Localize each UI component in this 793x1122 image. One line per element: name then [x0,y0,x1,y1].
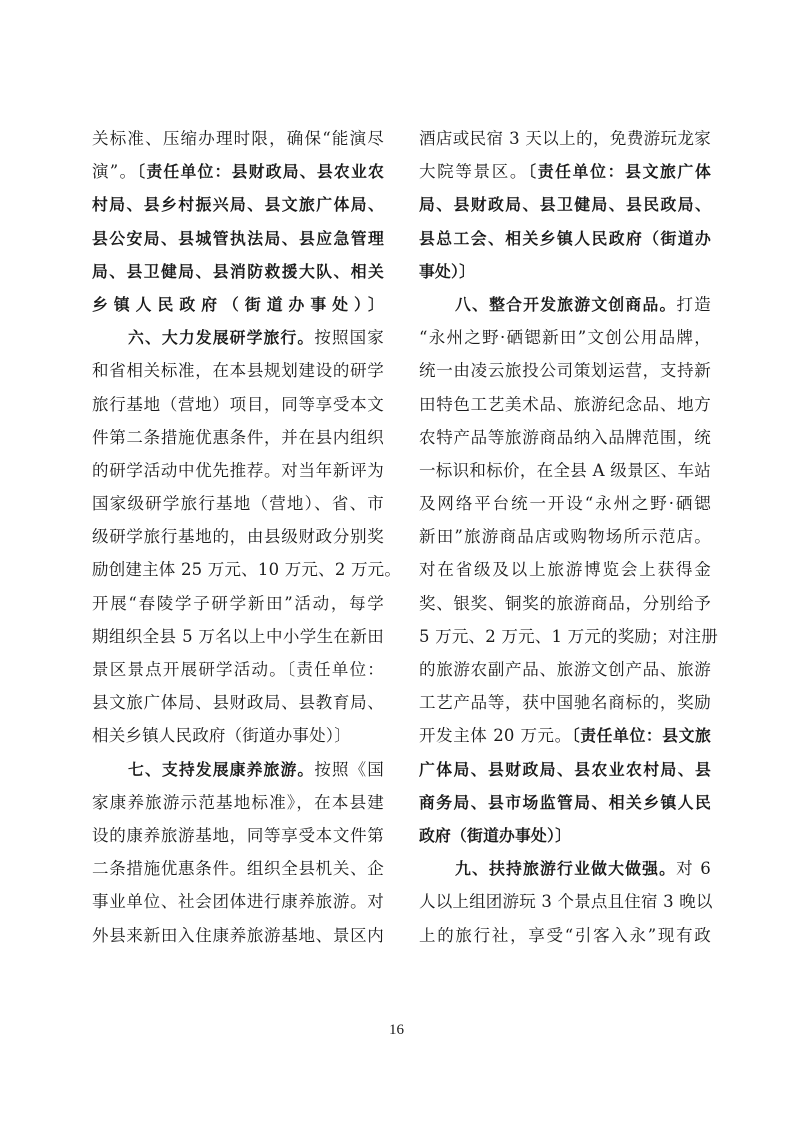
text-run: 期组织全县 5 万名以上中小学生在新田 [92,626,384,646]
text-line [92,321,384,354]
text-line [92,421,384,454]
text-run: 农特产品等旅游商品纳入品牌范围，统 [419,427,711,447]
text-line [92,487,384,520]
text-line [419,719,711,752]
text-run: 级研学旅行基地的，由县级财政分别奖 [92,527,384,547]
text-run: 的研学活动中优先推荐。对当年新评为 [92,460,384,480]
text-run: “永州之野·硒锶新田”文创公用品牌， [419,328,711,348]
text-line [92,354,384,387]
bold-text-run: 事处）〕 [419,261,476,281]
text-run: 开发主体 20 万元。 [419,726,572,746]
text-line [92,753,384,786]
bold-text-run: 九、扶持旅游行业做大做强。 [455,859,677,879]
text-line [92,122,384,155]
text-line [419,819,711,852]
text-line [419,487,711,520]
text-run: 田特色工艺美术品、旅游纪念品、地方 [419,394,711,414]
text-line [419,188,711,221]
text-line [419,553,711,586]
text-line [419,354,711,387]
text-run: 事业单位、社会团体进行康养旅游。对 [92,892,384,912]
text-line [92,885,384,918]
text-line [419,885,711,918]
text-run: 按照《国 [314,759,384,779]
text-run: 二条措施优惠条件。组织全县机关、企 [92,859,384,879]
text-line [419,620,718,653]
text-run: 5 万元、2 万元、1 万元的奖励；对注册 [419,626,718,646]
text-run: 县文旅广体局、县财政局、县教育局、 [92,693,384,713]
text-run: 人以上组团游玩 3 个景点且住宿 3 晚以 [419,892,713,912]
text-line [419,587,711,620]
text-run: 件第二条措施优惠条件，并在县内组织 [92,427,384,447]
page-number: 16 [389,1022,404,1038]
text-line [419,255,711,288]
text-line [419,288,711,321]
text-run: 新田”旅游商品店或购物场所示范店。 [419,527,711,547]
left-column [92,122,402,952]
bold-text-run: 〔责任单位：县文旅广体 [528,162,711,182]
text-line [92,819,384,852]
bold-text-run: 村局、县乡村振兴局、县文旅广体局、 [92,195,384,215]
text-line [92,587,384,620]
bold-text-run: 〔责任单位：县文旅 [571,726,712,746]
text-run: 按照国家 [314,328,384,348]
bold-text-run: 乡镇人民政府（街道办事处）〕 [92,294,384,314]
text-line [419,421,711,454]
text-line [92,919,384,952]
text-line [92,454,384,487]
bold-text-run: 县公安局、县城管执法局、县应急管理 [92,228,384,248]
bold-text-run: 广体局、县财政局、县农业农村局、县 [419,759,711,779]
text-line [92,653,384,686]
text-run: 外县来新田入住康养旅游基地、景区内 [92,925,384,945]
text-line [419,686,711,719]
text-run: 的旅游农副产品、旅游文创产品、旅游 [419,660,711,679]
text-run: 演”。 [92,162,138,182]
text-line [419,122,711,155]
text-line [419,388,711,421]
text-run: 统一由凌云旅投公司策划运营，支持新 [419,361,711,381]
text-run: 开展“春陵学子研学新田”活动，每学 [92,593,384,613]
text-run: 上的旅行社，享受“引客入永”现有政 [419,925,711,945]
text-line [419,852,711,885]
text-line [419,155,711,188]
text-line [419,520,711,553]
text-line [92,719,384,752]
text-line [92,288,384,321]
text-line [92,686,384,719]
text-line [419,653,711,686]
text-run: 一标识和标价，在全县 A 级景区、车站 [419,460,711,480]
text-line [419,321,711,354]
text-line [92,553,402,586]
text-run: 和省相关标准，在本县规划建设的研学 [92,361,384,381]
text-run: 对在省级及以上旅游博览会上获得金 [419,560,711,580]
text-line [92,188,384,221]
bold-text-run: 县总工会、相关乡镇人民政府（街道办 [419,228,711,248]
bold-text-run: 八、整合开发旅游文创商品。 [455,294,677,314]
text-line [92,620,384,653]
text-run: 打造 [676,294,711,314]
bold-text-run: 商务局、县市场监管局、相关乡镇人民 [419,792,711,812]
text-run: 设的康养旅游基地，同等享受本文件第 [92,825,384,845]
text-run: 家康养旅游示范基地标准》，在本县建 [92,792,384,812]
text-line [419,786,711,819]
bold-text-run: 局、县卫健局、县消防救援大队、相关 [92,261,384,281]
text-line [92,786,384,819]
text-run: 及网络平台统一开设“永州之野·硒锶 [419,494,711,514]
text-line [92,388,384,421]
bold-text-run: 七、支持发展康养旅游。 [128,759,315,779]
text-run: 景区景点开展研学活动。〔责任单位： [92,660,384,679]
text-line [419,919,711,952]
text-run: 对 6 [676,859,711,879]
text-line [92,852,384,885]
text-run: 工艺产品等，获中国驰名商标的，奖励 [419,693,711,713]
bold-text-run: 局、县财政局、县卫健局、县民政局、 [419,195,711,215]
right-column [419,122,718,952]
text-run: 关标准、压缩办理时限，确保“能演尽 [92,129,384,148]
text-run: 大院等景区。 [419,162,529,182]
text-line [419,454,711,487]
text-line [419,753,711,786]
text-run: 相关乡镇人民政府（街道办事处）〕 [92,726,351,746]
bold-text-run: 政府（街道办事处）〕 [419,825,572,845]
text-line [92,222,384,255]
text-run: 奖、银奖、铜奖的旅游商品，分别给予 [419,593,711,613]
text-run: 国家级研学旅行基地（营地）、省、市 [92,494,384,514]
text-line [92,520,384,553]
text-line [92,155,384,188]
text-line [419,222,711,255]
bold-text-run: 〔责任单位：县财政局、县农业农 [137,162,384,182]
text-run: 酒店或民宿 3 天以上的，免费游玩龙家 [419,129,711,148]
text-line [92,255,384,288]
bold-text-run: 六、大力发展研学旅行。 [128,328,315,348]
text-run: 励创建主体 25 万元、10 万元、2 万元。 [92,560,402,580]
text-run: 旅行基地（营地）项目，同等享受本文 [92,394,384,414]
